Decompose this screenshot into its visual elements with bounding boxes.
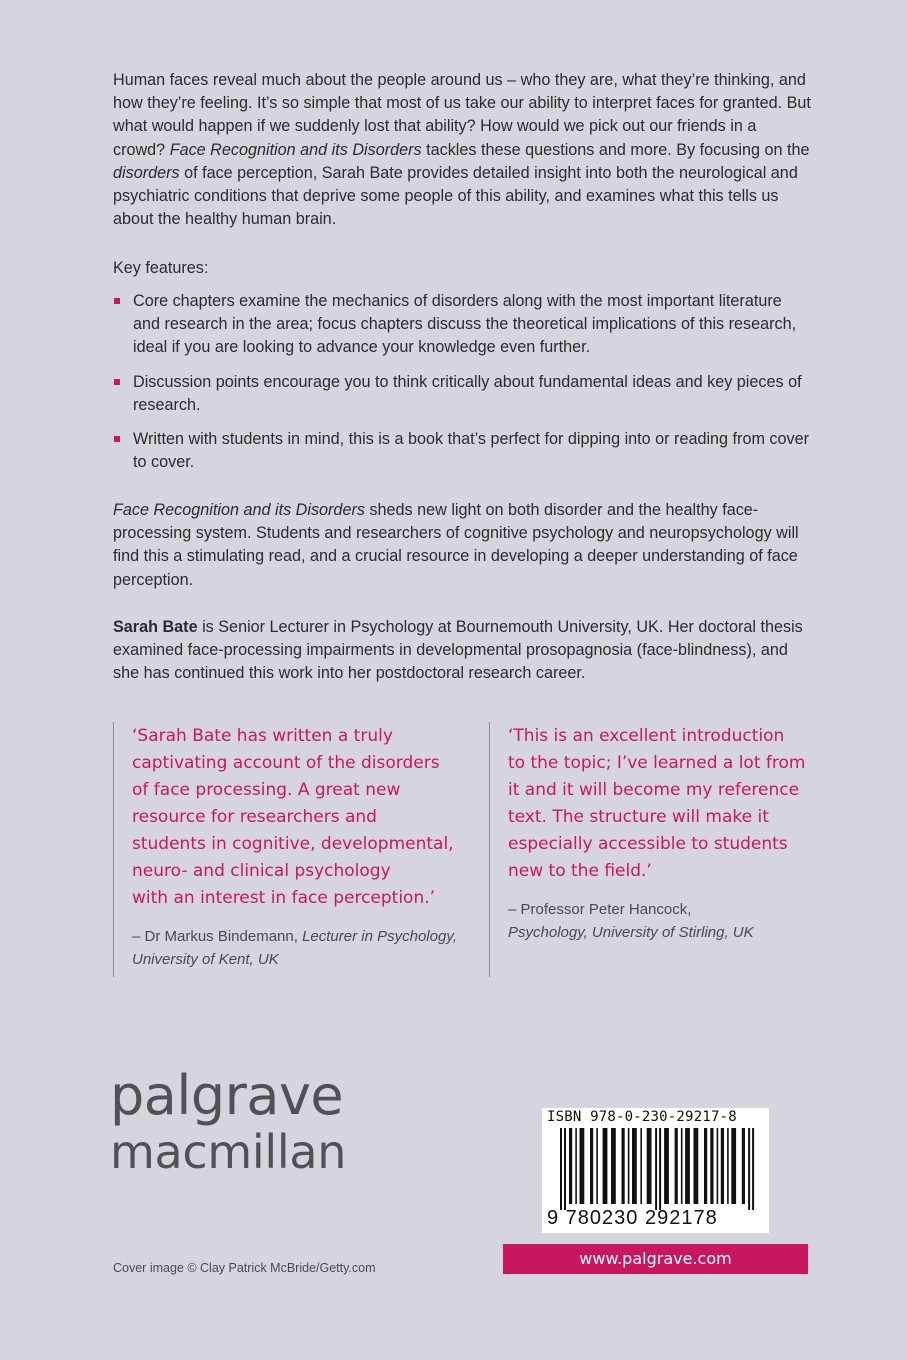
barcode-bar <box>664 1128 669 1204</box>
barcode-bar <box>580 1128 585 1204</box>
quote-text: ‘Sarah Bate has written a truly captivating account of the disorders of face processing. A great new resource for researchers and students in cognitive, developmental, neuro- and clinical psychology with an interest in face perception.’ <box>132 726 454 908</box>
barcode-bar <box>717 1128 719 1204</box>
quote-attribution <box>508 898 858 944</box>
intro-text-3: of face perception, Sarah Bate provides detailed insight into both the neurological and psychiatric conditions that deprive some people of this ability, and examines what this tells us about the healthy human brain. <box>113 163 798 229</box>
quote-author-role: Lecturer in Psychology, University of Kent, UK <box>132 928 457 968</box>
barcode-bar <box>710 1128 713 1204</box>
barcode-bar <box>564 1128 566 1210</box>
feature-item <box>113 290 813 360</box>
logo-line-2: macmillan <box>110 1125 347 1179</box>
barcode-bar <box>659 1128 661 1210</box>
intro-book-title: Face Recognition and its Disorders <box>169 140 422 159</box>
author-name: Sarah Bate <box>113 618 198 636</box>
endorsement-quote <box>113 722 482 977</box>
publisher-url[interactable]: www.palgrave.com <box>503 1244 808 1274</box>
barcode-bar <box>596 1128 598 1204</box>
barcode-bar <box>752 1128 754 1210</box>
barcode-bar <box>569 1128 572 1204</box>
summary-book-title: Face Recognition and its Disorders <box>113 501 365 519</box>
quote-text: ‘This is an excellent introduction to the topic; I’ve learned a lot from it and it will become my reference text. The structure will make it especially accessible to students new to the field.’ <box>508 726 806 881</box>
barcode-bar <box>748 1128 750 1210</box>
intro-text-1: Human faces reveal much about the people around us – who they are, what they’re thinking, and how they’re feeling. It’s so simple that most of us take our ability to interpret faces for granted. But what would happen if we suddenly lost that ability? How would we pick out our friends in a crowd? <box>113 71 811 159</box>
barcode-bar <box>681 1128 683 1204</box>
barcode-bar <box>742 1128 745 1204</box>
quote-attribution <box>132 925 482 971</box>
intro-paragraph <box>113 69 813 231</box>
summary-paragraph <box>113 499 813 592</box>
barcode-bar <box>590 1128 593 1204</box>
barcode-bar <box>575 1128 577 1204</box>
summary-text: sheds new light on both disorder and the healthy face-processing system. Students and researchers of cognitive psychology and neuropsychology will find this a stimulating read, and a crucial resource in developing a deeper understanding of face perception. <box>113 501 799 589</box>
barcode-bar <box>647 1128 652 1204</box>
barcode-bar <box>628 1128 630 1204</box>
bullet-icon <box>114 379 120 385</box>
isbn-barcode <box>542 1108 769 1233</box>
intro-disorders-word: disorders <box>113 163 180 182</box>
author-bio-text: is Senior Lecturer in Psychology at Bournemouth University, UK. Her doctoral thesis examined face-processing impairments in developmental prosopagnosia (face-blindness), and she has continued this work into her postdoctoral research career. <box>113 618 803 683</box>
barcode-bar <box>675 1128 678 1204</box>
quote-author: – Dr Markus Bindemann, <box>132 928 303 945</box>
endorsement-quote <box>489 722 858 977</box>
barcode-bars <box>546 1128 765 1210</box>
key-features-heading: Key features: <box>113 259 209 277</box>
barcode-bar <box>685 1128 690 1204</box>
author-bio <box>113 616 813 686</box>
barcode-bar <box>655 1128 657 1210</box>
bullet-icon <box>114 298 120 304</box>
barcode-bar <box>640 1128 642 1204</box>
barcode-bar <box>721 1128 724 1204</box>
feature-text: Core chapters examine the mechanics of disorders along with the most important literature and research in the area; focus chapters discuss the theoretical implications of this research, ideal if you are looking to advance your knowledge even further. <box>133 292 797 357</box>
barcode-bar <box>727 1128 729 1204</box>
bullet-icon <box>114 436 120 442</box>
publisher-logo <box>110 1065 346 1177</box>
logo-line-1: palgrave <box>110 1064 344 1127</box>
barcode-bar <box>694 1128 699 1204</box>
feature-text: Written with students in mind, this is a book that’s perfect for dipping into or reading from cover to cover. <box>133 430 810 472</box>
feature-item <box>113 428 813 474</box>
quote-author-role: Psychology, University of Stirling, UK <box>508 924 754 941</box>
barcode-digits: 9 780230 292178 <box>547 1207 718 1229</box>
isbn-label: ISBN 978-0-230-29217-8 <box>547 1109 737 1125</box>
barcode-bar <box>632 1128 637 1204</box>
barcode-bar <box>731 1128 736 1204</box>
quote-author: – Professor Peter Hancock, <box>508 901 692 918</box>
barcode-bar <box>704 1128 707 1204</box>
barcode-bar <box>560 1128 562 1210</box>
barcode-bar <box>603 1128 608 1204</box>
feature-text: Discussion points encourage you to think critically about fundamental ideas and key pieces of research. <box>133 372 802 414</box>
intro-text-2: tackles these questions and more. By focusing on the <box>421 140 810 159</box>
barcode-bar <box>611 1128 616 1204</box>
cover-image-credit: Cover image © Clay Patrick McBride/Getty.com <box>113 1261 376 1275</box>
barcode-bar <box>622 1128 625 1204</box>
key-features-list <box>113 290 813 485</box>
feature-item <box>113 371 813 417</box>
